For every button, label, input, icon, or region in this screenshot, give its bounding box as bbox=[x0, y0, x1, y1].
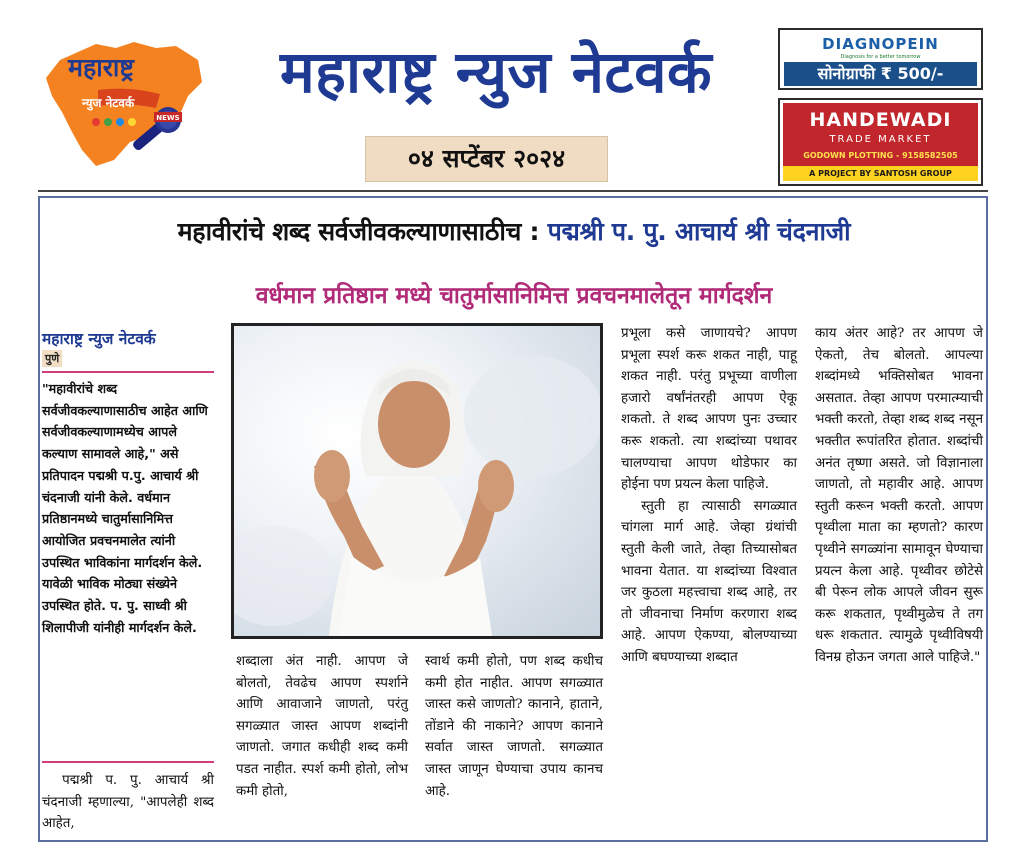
svg-text:NEWS: NEWS bbox=[156, 114, 180, 122]
acharya-portrait-icon bbox=[234, 326, 600, 636]
intro-top-rule bbox=[42, 371, 214, 373]
ad-handewadi-panel bbox=[783, 103, 978, 181]
article-intro: "महावीरांचे शब्द सर्वजीवकल्याणासाठीच आहेत आणि सर्वजीवकल्याणामध्येच आपले कल्याण सामावले आहे," असे प्रतिपादन पद्मश्री प.पु. आचार्य श्री चंदनाजी यांनी केले. वर्धमान प्रतिष्ठानमध्ये चातुर्मासानिमित्त आयोजित प्रवचनमालेत त्यांनी उपस्थित भाविकांना मार्गदर्शन केले. यावेळी भाविक मोठ्या संख्येने उपस्थित होते. प. पु. साध्वी श्री शिलापीजी यांनीही मार्गदर्शन केले. bbox=[42, 381, 208, 635]
article-photo bbox=[231, 323, 603, 639]
column-2-paragraph: शब्दाला अंत नाही. आपण जे बोलतो, तेवढेच आपण स्पर्शाने आणि आवाजाने जाणतो, परंतु सगळ्यात जास्त आपण शब्दांनी जाणतो. जगात कधीही शब्द कमी पडत नाहीत. स्पर्श कमी होतो, लोभ कमी होतो, bbox=[236, 654, 408, 799]
ad-diagnopein[interactable] bbox=[778, 28, 983, 90]
column-4-paragraph-1: प्रभूला कसे जाणायचे? आपण प्रभूला स्पर्श करू शकत नाही, पाहू शकत नाही. परंतु प्रभूच्या वाणीला हजारो वर्षांनंतरही आपण ऐकू शकतो. ते शब्द आपण पुनः उच्चार करू शकतो. त्या शब्दांच्या पथावर चालण्याचा आपण थोडेफार का होईना पण प्रयत्न केला पाहिजे. bbox=[621, 326, 797, 493]
article-column-4 bbox=[621, 323, 797, 669]
ad-handewadi-footer: A PROJECT BY SANTOSH GROUP bbox=[783, 166, 978, 181]
intro-bottom-rule bbox=[42, 761, 214, 763]
ad-handewadi[interactable] bbox=[778, 98, 983, 186]
ad-diagnopein-tagline: Diagnosis for a better tomorrow bbox=[840, 54, 921, 60]
article-subheadline: वर्धमान प्रतिष्ठान मध्ये चातुर्मासानिमित्त प्रवचनमालेतून मार्गदर्शन bbox=[255, 283, 773, 309]
column-3-paragraph: स्वार्थ कमी होतो, पण शब्द कधीच कमी होत नाहीत. आपण सगळ्यात जास्त कसे जाणतो? कानाने, हाताने, तोंडाने की नाकाने? आपण कानाने सर्वात जास्त जाणतो. सगळ्यात जास्त जाणून घेण्याचा उपाय कानच आहे. bbox=[425, 654, 603, 799]
byline: महाराष्ट्र न्युज नेटवर्क bbox=[42, 330, 156, 348]
column-1-paragraph: पद्मश्री प. पु. आचार्य श्री चंदनाजी म्हणाल्या, "आपलेही शब्द आहेत, bbox=[42, 773, 214, 832]
column-5-paragraph: काय अंतर आहे? तर आपण जे ऐकतो, तेच बोलतो. आपल्या शब्दांमध्ये भक्तिसोबत भावना असतात. तेव्हा आपण परमात्म्याची भक्ती करतो, तेव्हा शब्द शब्द नसून भक्तीत रूपांतरित होतात. शब्दांची अनंत तृष्णा असते. जो विज्ञानाला जाणतो, तो महावीर आहे. आपण स्तुती करून भक्ती करतो. आपण पृथ्वीला माता का म्हणतो? कारण पृथ्वीने सगळ्यांना सामावून घेण्याचा प्रयत्न केला आहे. पृथ्वीवर छोटेसे बी पेरून लोक आपले जीवन सुरू करू शकतात, पृथ्वीमुळेच ते तग धरू शकतात. त्यामुळे पृथ्वीविषयी विनम्र होऊन जगता आले पाहिजे." bbox=[815, 326, 983, 665]
ad-diagnopein-offer: सोनोग्राफी ₹ 500/- bbox=[784, 62, 977, 86]
ad-handewadi-subtitle: TRADE MARKET bbox=[829, 134, 932, 145]
article-column-5 bbox=[815, 323, 983, 669]
column-4-paragraph-2: स्तुती हा त्यासाठी सगळ्यात चांगला मार्ग आहे. जेव्हा ग्रंथांची स्तुती केली जाते, तेव्हा तिच्यासोबत भावना येतात. या शब्दांच्या विश्वात जर कुठला महत्त्वाचा शब्द आहे, तर तो जीवनाचा निर्माण करणारा शब्द आहे. आपण ऐकण्या, बोलण्याच्या आणि बघण्याच्या शब्दात bbox=[621, 498, 797, 665]
headline-part2: पद्मश्री प. पु. आचार्य श्री चंदनाजी bbox=[547, 217, 851, 246]
headline-part1: महावीरांचे शब्द सर्वजीवकल्याणासाठीच : bbox=[177, 217, 540, 246]
article-column-2 bbox=[236, 651, 408, 802]
article-column-3 bbox=[425, 651, 603, 802]
article-headline bbox=[42, 214, 986, 248]
issue-date: ०४ सप्टेंबर २०२४ bbox=[365, 136, 608, 182]
logo-title-line1: महाराष्ट्र bbox=[68, 53, 135, 82]
ad-handewadi-name: HANDEWADI bbox=[809, 109, 952, 131]
dateline-place: पुणे bbox=[42, 350, 62, 367]
ad-handewadi-contact: GODOWN PLOTTING - 9158582505 bbox=[803, 151, 958, 160]
logo-title-line2: न्युज नेटवर्क bbox=[82, 96, 135, 110]
masthead-divider bbox=[38, 190, 988, 192]
ad-diagnopein-brand: DIAGNOPEIN bbox=[822, 35, 939, 53]
article-column-1 bbox=[42, 770, 214, 835]
maharashtra-map-logo bbox=[38, 38, 206, 168]
masthead-title: महाराष्ट्र न्युज नेटवर्क bbox=[279, 38, 712, 106]
